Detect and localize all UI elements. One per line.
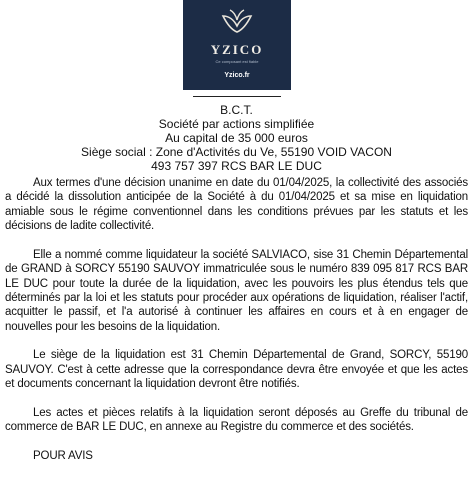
logo-website: Yzico.fr [224, 72, 250, 79]
paragraph-filing: Les actes et pièces relatifs à la liquidation seront déposés au Greffe du tribunal de commerce de BAR LE DUC, en annexe au Registre du commerce et des sociétés. [5, 406, 468, 434]
logo-tagline: Ce composant est fiable [215, 59, 259, 64]
paragraph-liquidation-seat: Le siège de la liquidation est 31 Chemin Départemental de Grand, SORCY, 55190 SAUVOY. C'est à cette adresse que la correspondance devra être envoyée et que les actes et documents concernant la liquidation devront être notifiés. [5, 349, 468, 391]
logo-brand-name: YZICO [210, 42, 264, 57]
share-capital: Au capital de 35 000 euros [165, 131, 308, 145]
company-header [0, 103, 473, 173]
legal-form: Société par actions simplifiée [158, 117, 315, 131]
paragraph-dissolution: Aux termes d'une décision unanime en date du 01/04/2025, la collectivité des associés a décidé la dissolution anticipée de la Société à du 01/04/2025 et sa mise en liquidation amiable sous le régime conventionnel dans les conditions prévues par les statuts et les décisions de ladite collectivité. [5, 177, 468, 233]
head-office-address: Siège social : Zone d'Activités du Ve, 55190 VOID VACON [81, 145, 392, 159]
header-divider [193, 96, 281, 97]
rcs-registration: 493 757 397 RCS BAR LE DUC [151, 159, 322, 173]
pour-avis: POUR AVIS [33, 449, 93, 462]
notice-body [5, 176, 468, 463]
paragraph-liquidator: Elle a nommé comme liquidateur la société SALVIACO, sise 31 Chemin Départemental de GRAND à SORCY 55190 SAUVOY immatriculée sous le numéro 839 095 817 RCS BAR LE DUC pour toute la durée de la liquidation, avec les pouvoirs les plus étendus tels que déterminés par la loi et les statuts pour procéder aux opérations de liquidation, réaliser l'actif, acquitter le passif, et l'a autorisé à continuer les affaires en cours et à en engager de nouvelles pour les besoins de la liquidation. [5, 248, 468, 333]
yzico-logo [183, 0, 291, 90]
leaf-emblem-icon [220, 6, 254, 40]
company-name: B.C.T. [220, 103, 253, 117]
